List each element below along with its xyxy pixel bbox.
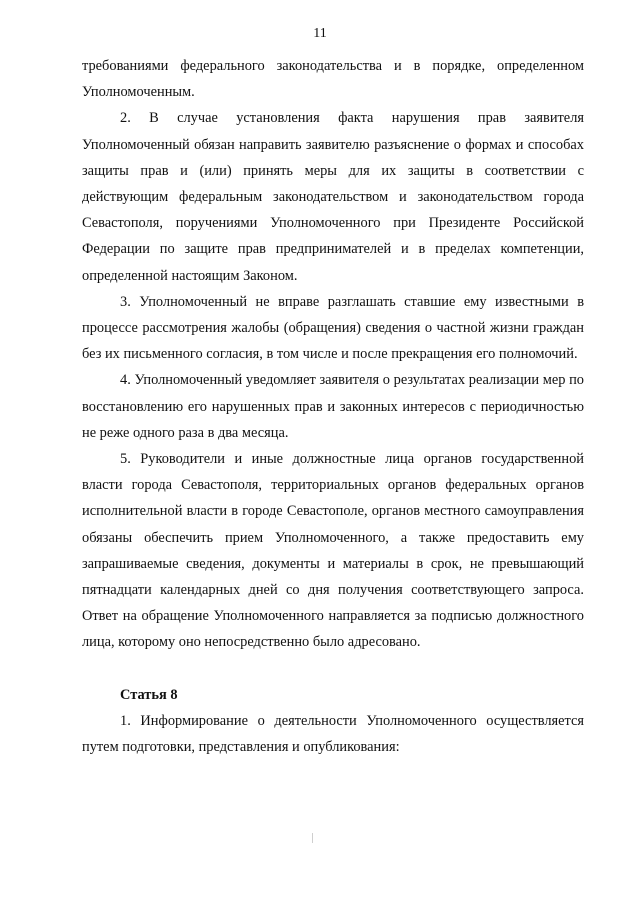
- page-number: 11: [313, 26, 327, 41]
- article-heading: Статья 8: [120, 686, 178, 703]
- document-body: [82, 53, 584, 760]
- paragraph-item-3: 3. Уполномоченный не вправе разглашать ставшие ему известными в процессе рассмотрения жалобы (обращения) сведения о частной жизни граждан без их письменного согласия, в том числе и после прекращения его полномочий.: [82, 293, 584, 363]
- scan-artifact: [312, 833, 313, 843]
- paragraph-continuation: требованиями федерального законодательства и в порядке, определенном Уполномоченным.: [82, 58, 584, 101]
- paragraph-item-4: 4. Уполномоченный уведомляет заявителя о результатах реализации мер по восстановлению его нарушенных прав и законных интересов с периодичностью не реже одного раза в два месяца.: [82, 372, 584, 441]
- paragraph-item-2: 2. В случае установления факта нарушения прав заявителя Уполномоченный обязан направить заявителю разъяснение о формах и способах защиты прав и (или) принять меры для их защиты в соответствии с действующим федеральным законодательством и законодательством города Севастополя, поручениями Уполномоченного при Президенте Российской Федерации по защите прав предпринимателей и в пределах компетенции, определенной настоящим Законом.: [82, 110, 584, 284]
- paragraph-item-5: 5. Руководители и иные должностные лица органов государственной власти города Севастополя, территориальных органов федеральных органов исполнительной власти в городе Севастополе, органов местного самоуправления обязаны обеспечить прием Уполномоченного, а также предоставить ему запрашиваемые сведения, документы и материалы в срок, не превышающий пятнадцати календарных дней со дня получения соответствующего запроса. Ответ на обращение Уполномоченного направляется за подписью должностного лица, которому оно непосредственно было адресовано.: [82, 451, 584, 651]
- article-paragraph-1: 1. Информирование о деятельности Уполномоченного осуществляется путем подготовки, представления и опубликования:: [82, 712, 584, 756]
